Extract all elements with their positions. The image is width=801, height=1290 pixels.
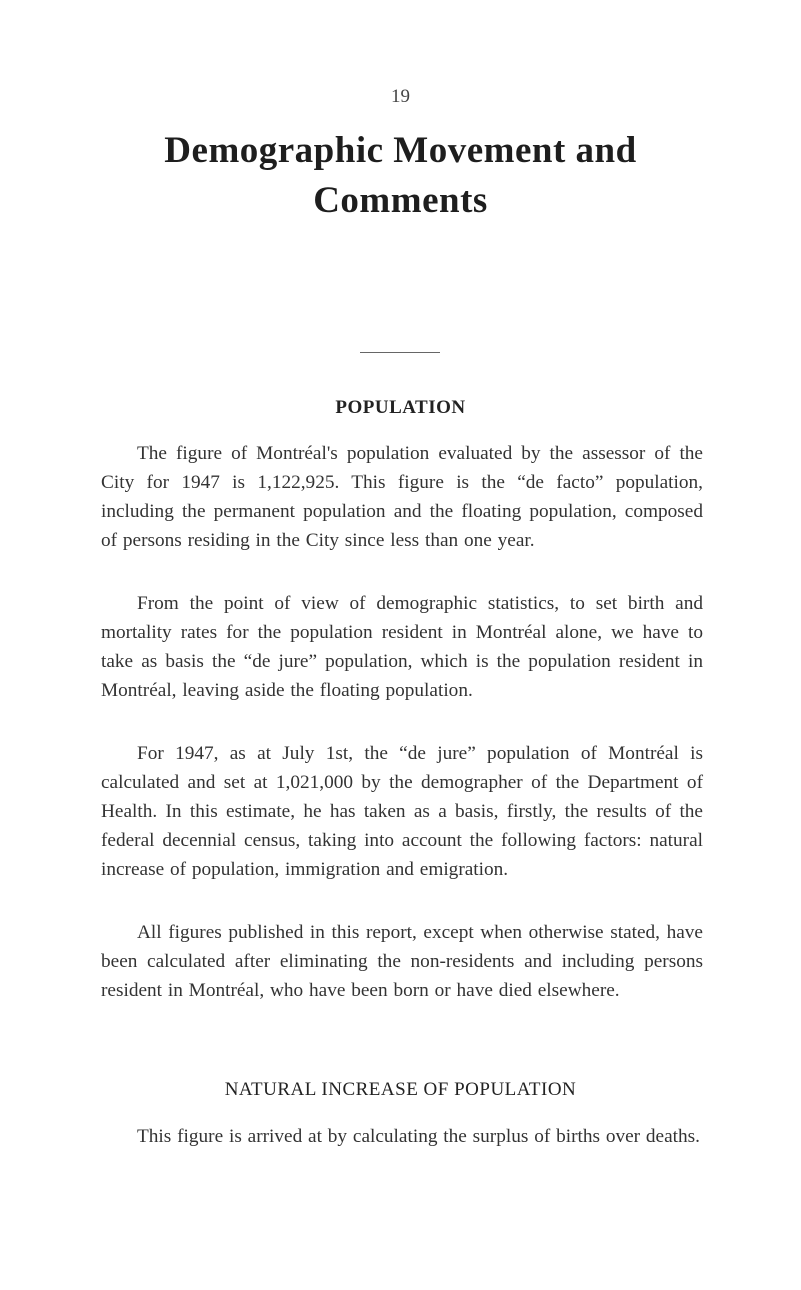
paragraph-population-1: The figure of Montréal's population evaluated by the assessor of the City for 1947 is 1,122,925. This figure is the “de facto” population, including the permanent population and the floating population, composed of persons residing in the City since less than one year. [101, 443, 703, 551]
paragraph-population-3: For 1947, as at July 1st, the “de jure” population of Montréal is calculated and set at 1,021,000 by the demographer of the Department of Health. In this estimate, he has taken as a basis, firstly, the results of the federal decennial census, taking into account the following factors: natural increase of population, immigration and emigration. [101, 743, 703, 880]
section-heading-natural-increase: NATURAL INCREASE OF POPULATION [224, 1079, 577, 1100]
page-title-line-2: Comments [313, 180, 488, 221]
page-title [0, 126, 801, 226]
section-heading-population: POPULATION [335, 397, 466, 418]
page-number: 19 [391, 86, 410, 107]
title-divider [360, 352, 440, 353]
paragraph-population-2: From the point of view of demographic statistics, to set birth and mortality rates for the population resident in Montréal alone, we have to take as basis the “de jure” population, which is the population resident in Montréal, leaving aside the floating population. [101, 593, 703, 701]
page-title-line-1: Demographic Movement and [164, 130, 637, 171]
paragraph-natural-increase-1: This figure is arrived at by calculating the surplus of births over deaths. [137, 1126, 700, 1147]
paragraph-population-4: All figures published in this report, except when otherwise stated, have been calculated after eliminating the non-residents and including persons resident in Montréal, who have been born or have died elsewhere. [101, 922, 703, 1001]
